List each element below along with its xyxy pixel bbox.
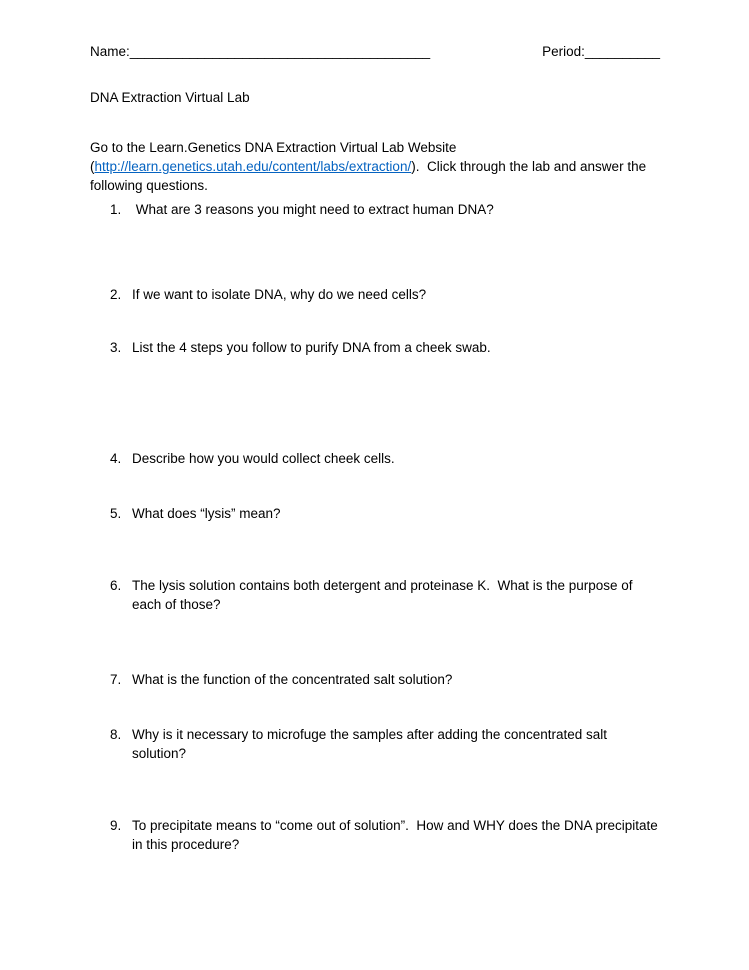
page-title: DNA Extraction Virtual Lab: [90, 90, 250, 105]
intro-text-after-link: ). Click through the lab and answer the following questions.: [90, 159, 650, 193]
period-label: Period:: [542, 44, 585, 59]
question-item-1: [110, 200, 660, 219]
question-text: Describe how you would collect cheek cells.: [132, 451, 395, 466]
question-item-8: [110, 725, 660, 763]
question-item-6: [110, 576, 660, 614]
question-number: 6.: [110, 578, 122, 593]
name-label: Name:: [90, 44, 130, 59]
question-number: 9.: [110, 818, 122, 833]
header-row: [90, 42, 660, 62]
question-text: List the 4 steps you follow to purify DNA from a cheek swab.: [132, 340, 491, 355]
question-text: Why is it necessary to microfuge the samples after adding the concentrated salt solution?: [132, 727, 611, 761]
name-field: [90, 42, 430, 62]
period-blank-line: __________: [584, 44, 660, 59]
intro-paragraph: [90, 138, 660, 195]
question-list: [90, 200, 660, 854]
intro-text-before-link: Go to the Learn.Genetics DNA Extraction Virtual Lab Website (: [90, 140, 461, 174]
question-item-4: [110, 449, 660, 468]
question-item-2: [110, 285, 660, 304]
question-number: 3.: [110, 340, 122, 355]
question-text: What does “lysis” mean?: [132, 506, 281, 521]
question-item-9: [110, 816, 660, 854]
question-text: If we want to isolate DNA, why do we need cells?: [132, 287, 427, 302]
period-field: [542, 42, 660, 62]
question-item-5: [110, 504, 660, 523]
question-number: 7.: [110, 672, 122, 687]
question-number: 4.: [110, 451, 122, 466]
question-item-7: [110, 670, 660, 689]
question-text: What is the function of the concentrated salt solution?: [132, 672, 453, 687]
question-text: The lysis solution contains both detergent and proteinase K. What is the purpose of each of those?: [132, 578, 637, 612]
question-number: 5.: [110, 506, 122, 521]
question-number: 2.: [110, 287, 122, 302]
extraction-lab-link[interactable]: http://learn.genetics.utah.edu/content/labs/extraction/: [94, 159, 412, 174]
name-blank-line: ________________________________________: [129, 44, 431, 59]
question-text: What are 3 reasons you might need to extract human DNA?: [132, 202, 494, 217]
question-number: 8.: [110, 727, 122, 742]
question-item-3: [110, 338, 660, 357]
question-text: To precipitate means to “come out of solution”. How and WHY does the DNA precipitate in this procedure?: [132, 818, 662, 852]
question-number: 1.: [110, 202, 122, 217]
